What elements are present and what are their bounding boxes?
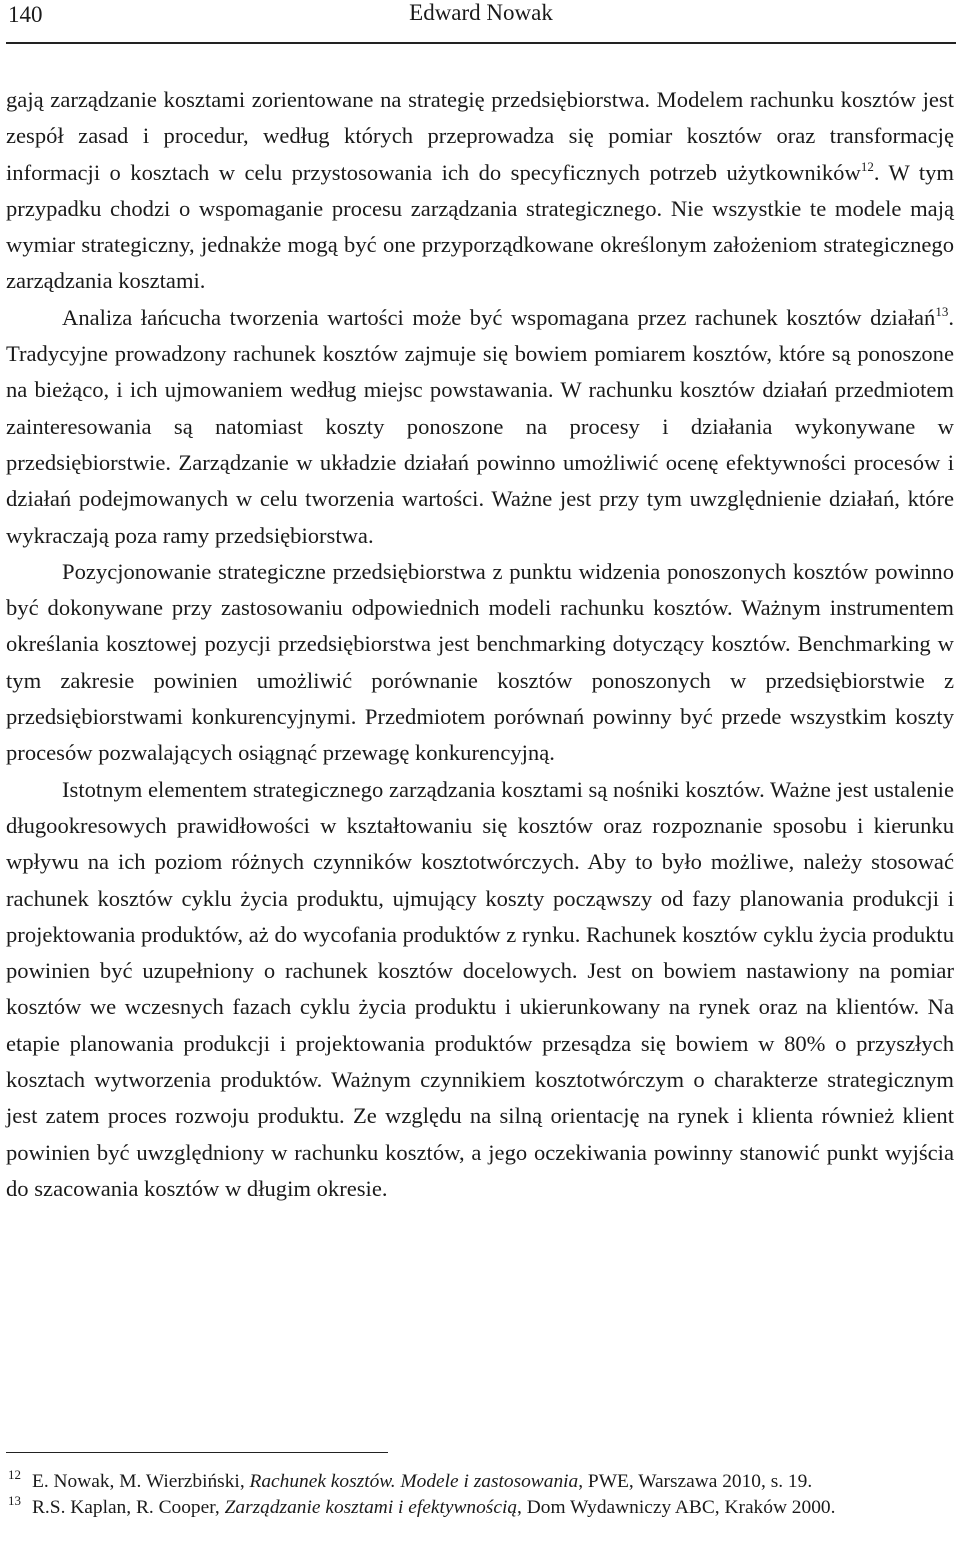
footnote [6,1495,954,1521]
page-header [6,0,956,44]
text-run: R.S. Kaplan, R. Cooper, [32,1497,225,1518]
text-run: . W tym przypadku chodzi o wspomaganie procesu zarządzania strategicznego. Nie wszystkie te modele mają wymiar strategiczny, jednakże mogą być one przyporządkowane określonym założeniom strategicznego zarządzania kosztami. [6,159,954,294]
footnote-ref: 13 [935,303,949,319]
footnote-separator [6,1452,388,1453]
footnote-ref: 12 [860,158,874,174]
italic-title: Zarządzanie kosztami i efektywnością [224,1497,518,1518]
paragraph [6,772,954,1208]
footnotes [6,1469,954,1521]
footnote-number: 12 [8,1467,21,1482]
text-run: Istotnym elementem strategicznego zarządzania kosztami są nośniki kosztów. Ważne jest ustalenie długookresowych prawidłowości w kształtowaniu się kosztów oraz rozpoznanie sposobu i kierunku wpływu na ich poziom różnych czynników kosztotwórczych. Aby to było możliwe, należy stosować rachunek kosztów cyklu życia produktu, ujmujący koszty począwszy od fazy planowania produkcji i projektowania produktów, aż do wycofania produktów z rynku. Rachunek kosztów cyklu życia produktu powinien być uzupełniony o rachunek kosztów docelowych. Jest on bowiem nastawiony na pomiar kosztów we wczesnych fazach cyklu życia produktu i ukierunkowany na rynek oraz na klientów. Na etapie planowania produkcji i projektowania produktów przesądza się bowiem w 80% o przyszłych kosztach wytworzenia produktów. Ważnym czynnikiem kosztotwórczym o charakterze strategicznym jest zatem proces rozwoju produktu. Ze względu na silną orientację na rynek i klienta również klient powinien być uwzględniony w rachunku kosztów, a jego oczekiwania powinny stanowić punkt wyjścia do szacowania kosztów w długim okresie. [6,776,954,1201]
text-run: gają zarządzanie kosztami zorientowane na strategię przedsiębiorstwa. Modelem rachunku kosztów jest zespół zasad i procedur, według których przeprowadza się pomiar kosztów oraz transformację informacji o kosztach w celu przystosowania ich do specyficznych potrzeb użytkowników [6,87,954,185]
text-run: , Dom Wydawniczy ABC, Kraków 2000. [517,1497,836,1518]
body-text [6,82,954,1207]
paragraph [6,300,954,554]
footnote [6,1469,954,1495]
paragraph [6,82,954,300]
page-number: 140 [8,2,43,27]
text-run: . Tradycyjne prowadzony rachunek kosztów zajmuje się bowiem pomiarem kosztów, które są ponoszone na bieżąco, i ich ujmowaniem według miejsc powstawania. W rachunku kosztów działań przedmiotem zainteresowania są natomiast koszty ponoszone na procesy i działania wykonywane w przedsiębiorstwie. Zarządzanie w układzie działań powinno umożliwić ocenę efektywności procesów i działań podejmowanych w celu tworzenia wartości. Ważne jest przy tym uwzględnienie działań, które wykraczają poza ramy przedsiębiorstwa. [6,304,954,548]
footnote-number: 13 [8,1493,21,1508]
text-run: , PWE, Warszawa 2010, s. 19. [578,1471,813,1492]
text-run: Pozycjonowanie strategiczne przedsiębiorstwa z punktu widzenia ponoszonych kosztów powinno być dokonywane przy zastosowaniu odpowiednich modeli rachunku kosztów. Ważnym instrumentem określania kosztowej pozycji przedsiębiorstwa jest benchmarking dotyczący kosztów. Benchmarking w tym zakresie powinien umożliwić porównanie kosztów ponoszonych w przedsiębiorstwie z przedsiębiorstwami konkurencyjnymi. Przedmiotem porównań powinny być przede wszystkim koszty procesów pozwalających osiągnąć przewagę konkurencyjną. [6,558,954,766]
text-run: Analiza łańcucha tworzenia wartości może być wspomagana przez rachunek kosztów działań [62,304,936,330]
running-head: Edward Nowak [409,0,553,25]
italic-title: Rachunek kosztów. Modele i zastosowania [249,1471,579,1492]
text-run: E. Nowak, M. Wierzbiński, [32,1471,250,1492]
paragraph [6,554,954,772]
